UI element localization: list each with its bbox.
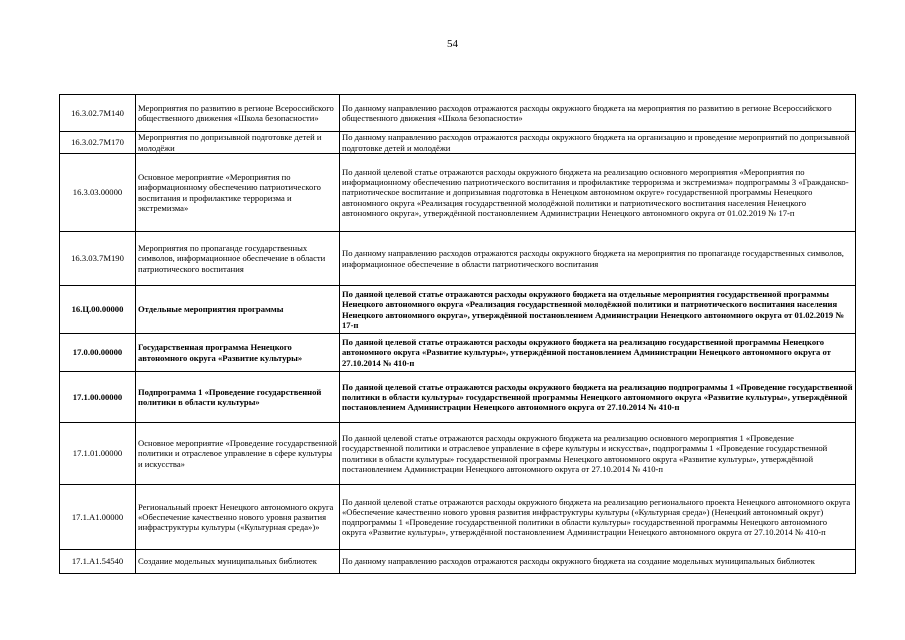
row-description: По данной целевой статье отражаются расходы окружного бюджета на реализацию государственной программы Ненецкого автономного округа «Развитие культуры», утверждённой постановлением Администрации Ненецкого автономного округа от 27.10.2014 № 410-п — [340, 334, 856, 372]
table-row — [60, 485, 856, 550]
row-description: По данному направлению расходов отражаются расходы окружного бюджета на организацию и проведение мероприятий по допризывной подготовке детей и молодёжи — [340, 132, 856, 154]
table-row — [60, 154, 856, 232]
row-name: Основное мероприятие «Проведение государственной политики и отраслевое управление в сфере культуры и искусства» — [136, 423, 340, 485]
table-row — [60, 372, 856, 423]
row-code: 17.1.А1.54540 — [60, 550, 136, 574]
row-description: По данной целевой статье отражаются расходы окружного бюджета на отдельные мероприятия государственной программы Ненецкого автономного округа «Реализация государственной молодёжной политики и патриотического воспитания населения Ненецкого автономного округа», утверждённой постановлением Администрации Ненецкого автономного округа от 01.02.2019 № 17-п — [340, 286, 856, 334]
row-name: Мероприятия по развитию в регионе Всероссийского общественного движения «Школа безопасности» — [136, 95, 340, 132]
table-row — [60, 132, 856, 154]
table-row — [60, 334, 856, 372]
row-name: Мероприятия по допризывной подготовке детей и молодёжи — [136, 132, 340, 154]
row-code: 16.3.03.00000 — [60, 154, 136, 232]
row-code: 16.Ц.00.00000 — [60, 286, 136, 334]
table-row — [60, 550, 856, 574]
page-number: 54 — [447, 38, 458, 50]
row-name: Подпрограмма 1 «Проведение государственной политики в области культуры» — [136, 372, 340, 423]
row-description: По данному направлению расходов отражаются расходы окружного бюджета на создание модельных муниципальных библиотек — [340, 550, 856, 574]
table-row — [60, 232, 856, 286]
row-description: По данной целевой статье отражаются расходы окружного бюджета на реализацию подпрограммы 1 «Проведение государственной политики в области культуры» государственной программы Ненецкого автономного округа «Развитие культуры», утверждённой постановлением Администрации Ненецкого автономного округа от 27.10.2014 № 410-п — [340, 372, 856, 423]
row-description: По данному направлению расходов отражаются расходы окружного бюджета на мероприятия по пропаганде государственных символов, информационное обеспечение в области патриотического воспитания — [340, 232, 856, 286]
row-name: Мероприятия по пропаганде государственных символов, информационное обеспечение в области патриотического воспитания — [136, 232, 340, 286]
row-description: По данному направлению расходов отражаются расходы окружного бюджета на мероприятия по развитию в регионе Всероссийского общественного движения «Школа безопасности» — [340, 95, 856, 132]
row-code: 16.3.02.7М140 — [60, 95, 136, 132]
row-code: 17.1.00.00000 — [60, 372, 136, 423]
row-code: 17.1.А1.00000 — [60, 485, 136, 550]
row-code: 16.3.03.7М190 — [60, 232, 136, 286]
table-row — [60, 95, 856, 132]
row-code: 16.3.02.7М170 — [60, 132, 136, 154]
row-name: Отдельные мероприятия программы — [136, 286, 340, 334]
row-description: По данной целевой статье отражаются расходы окружного бюджета на реализацию основного мероприятия «Мероприятия по информационному обеспечению патриотического воспитания и профилактике терроризма и экстремизма» подпрограммы 3 «Гражданско-патриотическое воспитание и допризывная подготовка в Ненецком автономном округе» государственной программы Ненецкого автономного округа «Реализация государственной молодёжной политики и патриотического воспитания населения Ненецкого автономного округа», утверждённой постановлением Администрации Ненецкого автономного округа от 01.02.2019 № 17-п — [340, 154, 856, 232]
row-description: По данной целевой статье отражаются расходы окружного бюджета на реализацию основного мероприятия 1 «Проведение государственной политики и отраслевое управление в сфере культуры и искусства», подпрограммы 1 «Проведение государственной политики в области культуры» государственной программы Ненецкого автономного округа «Развитие культуры», утверждённой постановлением Администрации Ненецкого автономного округа от 27.10.2014 № 410-п — [340, 423, 856, 485]
budget-classification-table — [59, 94, 856, 574]
row-name: Основное мероприятие «Мероприятия по информационному обеспечению патриотического воспитания и профилактике терроризма и экстремизма» — [136, 154, 340, 232]
row-description: По данной целевой статье отражаются расходы окружного бюджета на реализацию регионального проекта Ненецкого автономного округа «Обеспечение качественно нового уровня развития инфраструктуры культуры («Культурная среда») (Ненецкий автономный округ) подпрограммы 1 «Проведение государственной политики в области культуры» государственной программы Ненецкого автономного округа «Развитие культуры», утверждённой постановлением Администрации Ненецкого автономного округа от 27.10.2014 № 410-п — [340, 485, 856, 550]
row-name: Государственная программа Ненецкого автономного округа «Развитие культуры» — [136, 334, 340, 372]
table-row — [60, 286, 856, 334]
row-name: Региональный проект Ненецкого автономного округа «Обеспечение качественно нового уровня развития инфраструктуры культуры («Культурная среда»)» — [136, 485, 340, 550]
row-code: 17.1.01.00000 — [60, 423, 136, 485]
row-name: Создание модельных муниципальных библиотек — [136, 550, 340, 574]
row-code: 17.0.00.00000 — [60, 334, 136, 372]
table-row — [60, 423, 856, 485]
